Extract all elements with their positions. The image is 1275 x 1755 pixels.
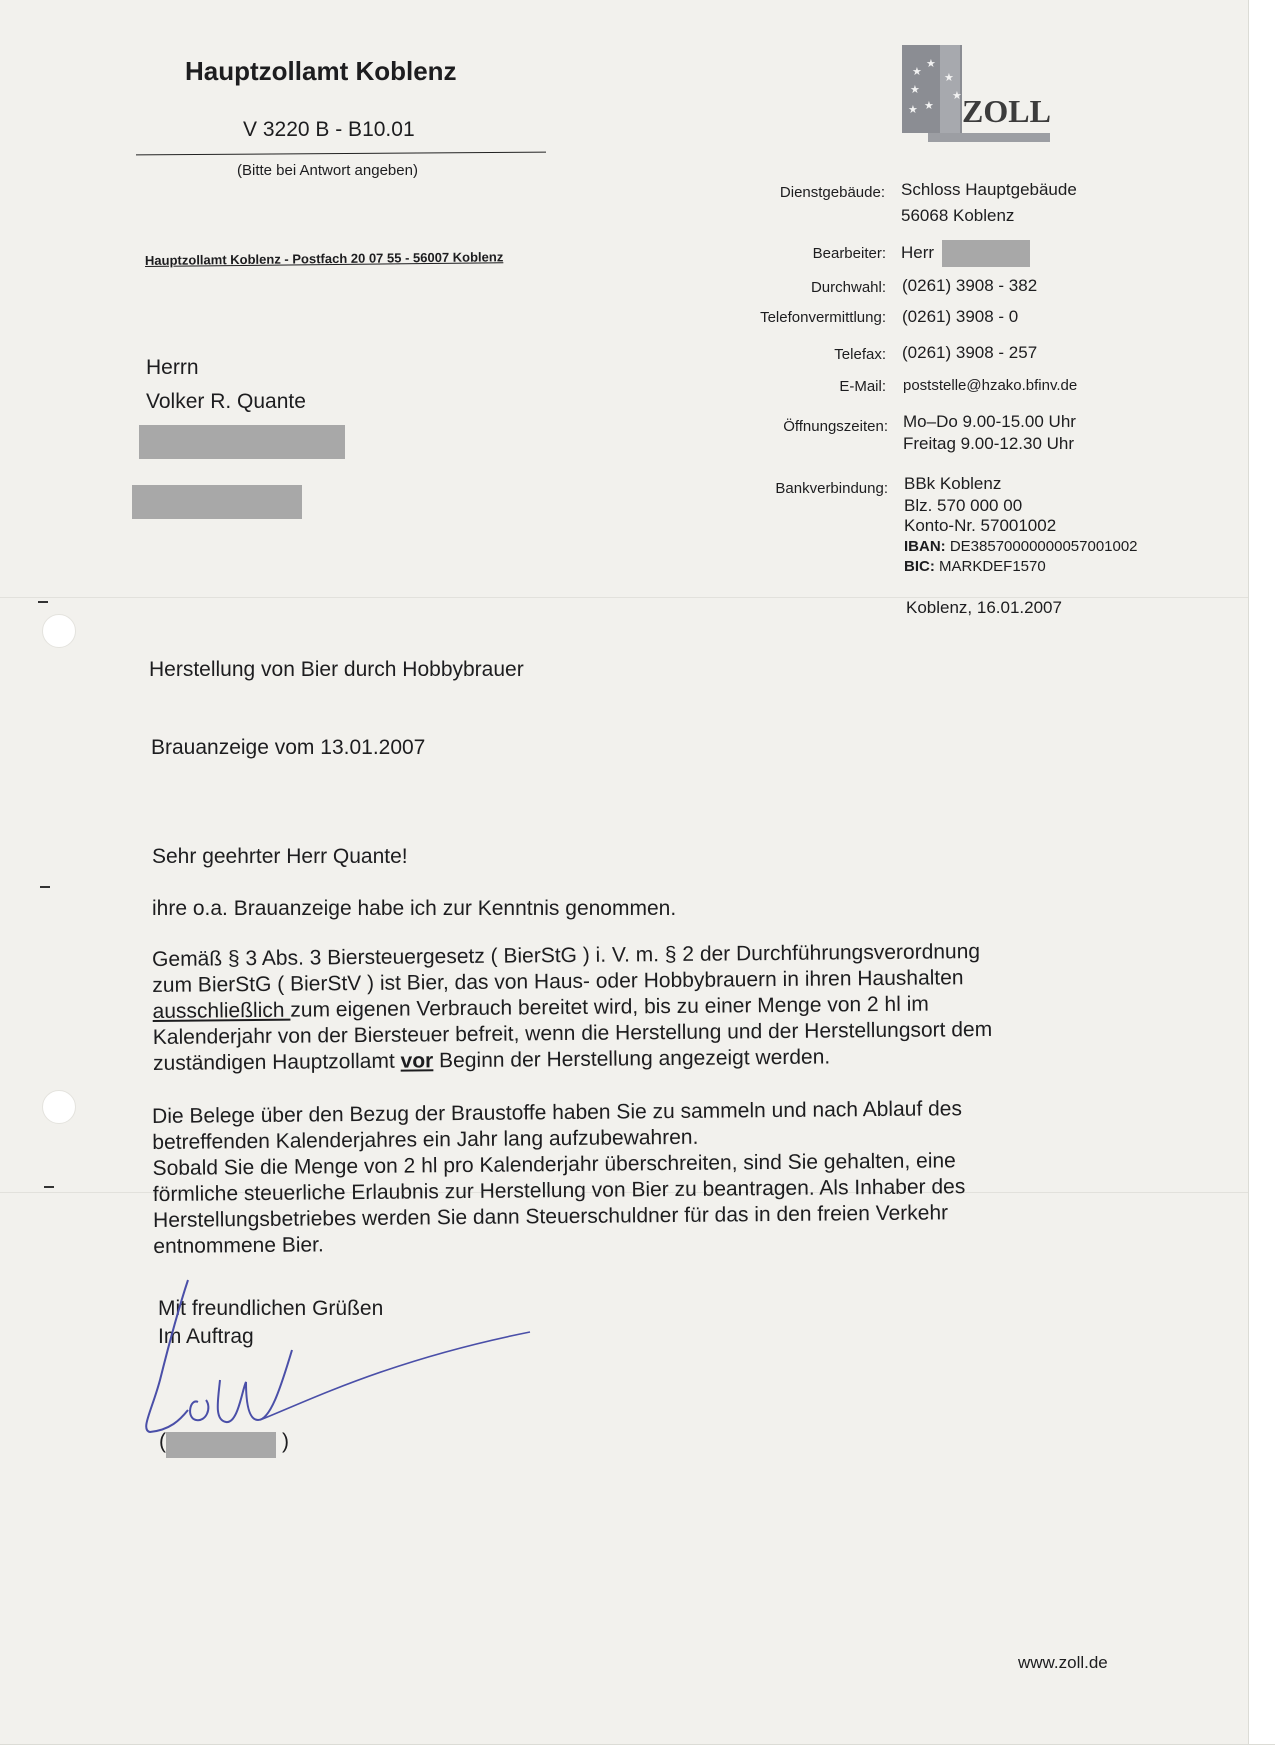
intro-sentence: ihre o.a. Brauanzeige habe ich zur Kenntnis genommen. [152, 897, 677, 920]
value-dienstgebaeude-1: Schloss Hauptgebäude [901, 180, 1077, 199]
label-durchwahl: Durchwahl: [810, 279, 886, 296]
value-oeffnungszeiten-1: Mo–Do 9.00-15.00 Uhr [903, 412, 1076, 431]
reference-number: V 3220 B - B10.01 [243, 118, 415, 141]
fold-mark [44, 1186, 54, 1188]
paragraph-line: förmliche steuerliche Erlaubnis zur Herstellung von Bier zu beantragen. Als Inhaber des [152, 1175, 966, 1206]
paragraph-line: Herstellungsbetriebes werden Sie dann Steuerschuldner für das in den freien Verkehr [153, 1201, 949, 1232]
bic-value: MARKDEF1570 [939, 558, 1046, 575]
paragraph-line: Kalenderjahr von der Biersteuer befreit, wenn die Herstellung und der Herstellungsort dem [152, 1017, 993, 1049]
signer-paren-close: ) [282, 1430, 289, 1453]
label-telefax: Telefax: [834, 346, 886, 363]
star-icon: ★ [926, 58, 936, 70]
underlined-word: ausschließlich [152, 998, 291, 1023]
closing: Mit freundlichen Grüßen [158, 1297, 384, 1320]
bic-label: BIC: [904, 558, 935, 575]
iban-label: IBAN: [904, 538, 946, 555]
redacted-signer-name [166, 1432, 276, 1458]
punch-hole [42, 614, 76, 648]
fold-line [0, 597, 1275, 598]
emphasized-word: vor [400, 1049, 434, 1073]
star-icon: ★ [912, 66, 922, 78]
value-bearbeiter: Herr [901, 243, 935, 262]
value-bank-1: BBk Koblenz [904, 474, 1002, 493]
star-icon: ★ [910, 84, 920, 96]
value-oeffnungszeiten-2: Freitag 9.00-12.30 Uhr [903, 434, 1075, 453]
subject-line: Herstellung von Bier durch Hobbybrauer [149, 658, 524, 681]
paragraph-line: zum BierStG ( BierStV ) ist Bier, das von Haus- oder Hobbybrauern in ihren Haushalten [152, 966, 964, 997]
paragraph-text: zuständigen Hauptzollamt [153, 1049, 401, 1075]
label-dienstgebaeude: Dienstgebäude: [779, 184, 885, 201]
star-icon: ★ [952, 90, 962, 102]
value-bic [904, 558, 1046, 575]
letter-date: Koblenz, 16.01.2007 [906, 598, 1062, 617]
value-bank-3: Konto-Nr. 57001002 [904, 516, 1057, 535]
logo-bar [928, 133, 1050, 142]
label-bearbeiter: Bearbeiter: [812, 245, 886, 262]
zoll-logo [902, 45, 1050, 145]
signer-paren-open: ( [159, 1430, 166, 1453]
fold-mark [38, 601, 48, 603]
iban-value: DE38570000000057001002 [949, 538, 1138, 555]
label-oeffnungszeiten: Öffnungszeiten: [783, 418, 888, 435]
recipient-name: Volker R. Quante [146, 390, 306, 413]
paragraph-line: entnommene Bier. [153, 1233, 324, 1258]
label-bankverbindung: Bankverbindung: [775, 480, 888, 497]
org-name: Hauptzollamt Koblenz [185, 56, 457, 86]
reference-note: (Bitte bei Antwort angeben) [237, 162, 418, 179]
value-telefax: (0261) 3908 - 257 [902, 343, 1038, 362]
fold-mark [40, 886, 50, 888]
star-icon: ★ [944, 72, 954, 84]
brauanzeige-line: Brauanzeige vom 13.01.2007 [151, 736, 426, 759]
value-bank-2: Blz. 570 000 00 [904, 496, 1023, 515]
value-telefonvermittlung: (0261) 3908 - 0 [902, 307, 1019, 326]
email-link[interactable]: poststelle@hzako.bfinv.de [903, 377, 1078, 394]
greeting: Sehr geehrter Herr Quante! [152, 845, 408, 868]
value-durchwahl: (0261) 3908 - 382 [902, 276, 1038, 295]
website-link[interactable]: www.zoll.de [1018, 1653, 1108, 1672]
page-edge [1248, 0, 1275, 1755]
paragraph-line: Sobald Sie die Menge von 2 hl pro Kalenderjahr überschreiten, sind Sie gehalten, eine [152, 1149, 956, 1180]
label-telefonvermittlung: Telefonvermittlung: [760, 309, 886, 326]
star-icon: ★ [924, 100, 934, 112]
paragraph-text: Beginn der Herstellung angezeigt werden. [433, 1045, 831, 1073]
label-email: E-Mail: [839, 378, 886, 395]
page-edge [0, 1744, 1275, 1755]
paragraph-text: zum eigenen Verbrauch bereitet wird, bis zu einer Menge von 2 hl im [290, 992, 929, 1022]
value-dienstgebaeude-2: 56068 Koblenz [901, 206, 1015, 225]
logo-wordmark: ZOLL [962, 93, 1051, 129]
im-auftrag: Im Auftrag [158, 1325, 254, 1348]
paragraph-line: Die Belege über den Bezug der Braustoffe haben Sie zu sammeln und nach Ablauf des [152, 1097, 963, 1128]
sender-address-line: Hauptzollamt Koblenz - Postfach 20 07 55 - 56007 Koblenz [144, 249, 504, 268]
paragraph-line: Gemäß § 3 Abs. 3 Biersteuergesetz ( BierStG ) i. V. m. § 2 der Durchführungsverordnung [152, 940, 981, 971]
paragraph-obligations [152, 1095, 1113, 1260]
punch-hole [42, 1090, 76, 1124]
handwritten-signature [130, 1270, 550, 1450]
paragraph-legal-basis [152, 938, 1113, 1077]
redacted-street [139, 425, 345, 459]
redacted-bearbeiter [942, 240, 1030, 267]
star-icon: ★ [908, 104, 918, 116]
paragraph-line: betreffenden Kalenderjahres ein Jahr lang aufzubewahren. [152, 1125, 699, 1154]
reference-divider [136, 152, 546, 156]
value-iban [904, 538, 1138, 555]
redacted-city [132, 485, 302, 519]
recipient-salutation: Herrn [146, 356, 199, 379]
